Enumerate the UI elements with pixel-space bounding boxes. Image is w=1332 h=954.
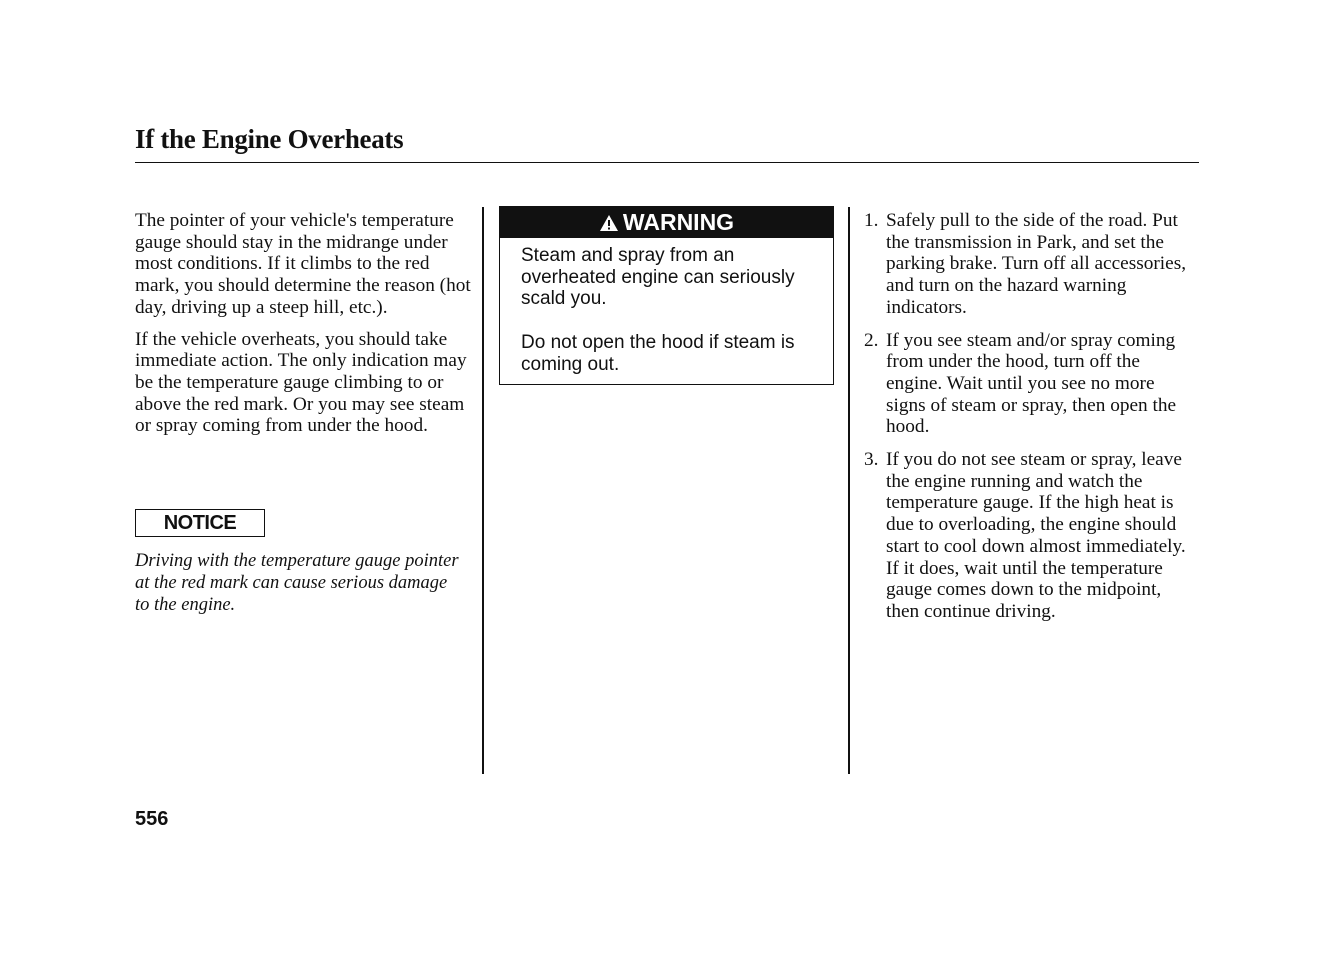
intro-paragraph-1: The pointer of your vehicle's temperature gauge should stay in the midrange under most conditions. If it climbs to the red mark, you should determine the reason (hot day, driving up a steep hill, etc.). xyxy=(135,210,471,318)
step-text: If you do not see steam or spray, leave the engine running and watch the temperature gauge. If the high heat is due to overloading, the engine should start to cool down almost immediately. If it does, wait until the temperature gauge comes down to the midpoint, then continue driving. xyxy=(886,449,1186,622)
step-item xyxy=(864,449,1194,623)
column-divider-left xyxy=(482,207,484,774)
warning-label: WARNING xyxy=(622,209,735,235)
page-title: If the Engine Overheats xyxy=(135,124,404,154)
warning-header xyxy=(500,207,833,238)
steps-column xyxy=(864,210,1194,634)
warning-paragraph-2: Do not open the hood if steam is coming out. xyxy=(521,331,795,375)
step-number: 2. xyxy=(864,329,879,351)
warning-body xyxy=(500,238,833,375)
warning-paragraph-1: Steam and spray from an overheated engine can seriously scald you. xyxy=(521,245,795,310)
intro-column xyxy=(135,210,473,447)
step-text: Safely pull to the side of the road. Put the transmission in Park, and set the parking brake. Turn off all accessories, and turn on the hazard warning indicators. xyxy=(886,210,1187,318)
step-number: 1. xyxy=(864,210,879,231)
step-number: 3. xyxy=(864,449,879,471)
page-number: 556 xyxy=(135,808,169,830)
notice-text: Driving with the temperature gauge pointer at the red mark can cause serious damage to the engine. xyxy=(135,551,459,615)
intro-paragraph-2: If the vehicle overheats, you should take immediate action. The only indication may be the temperature gauge climbing to or above the red mark. Or you may see steam or spray coming from under the hood. xyxy=(135,328,467,437)
notice-label: NOTICE xyxy=(135,509,265,537)
column-divider-right xyxy=(848,207,850,774)
title-rule xyxy=(135,162,1199,163)
step-text: If you see steam and/or spray coming from under the hood, turn off the engine. Wait until you see no more signs of steam or spray, then open the hood. xyxy=(886,329,1177,438)
step-item xyxy=(864,330,1194,439)
warning-box xyxy=(499,206,834,385)
step-item xyxy=(864,210,1194,319)
warning-triangle-icon xyxy=(599,214,619,232)
steps-list xyxy=(864,210,1194,623)
